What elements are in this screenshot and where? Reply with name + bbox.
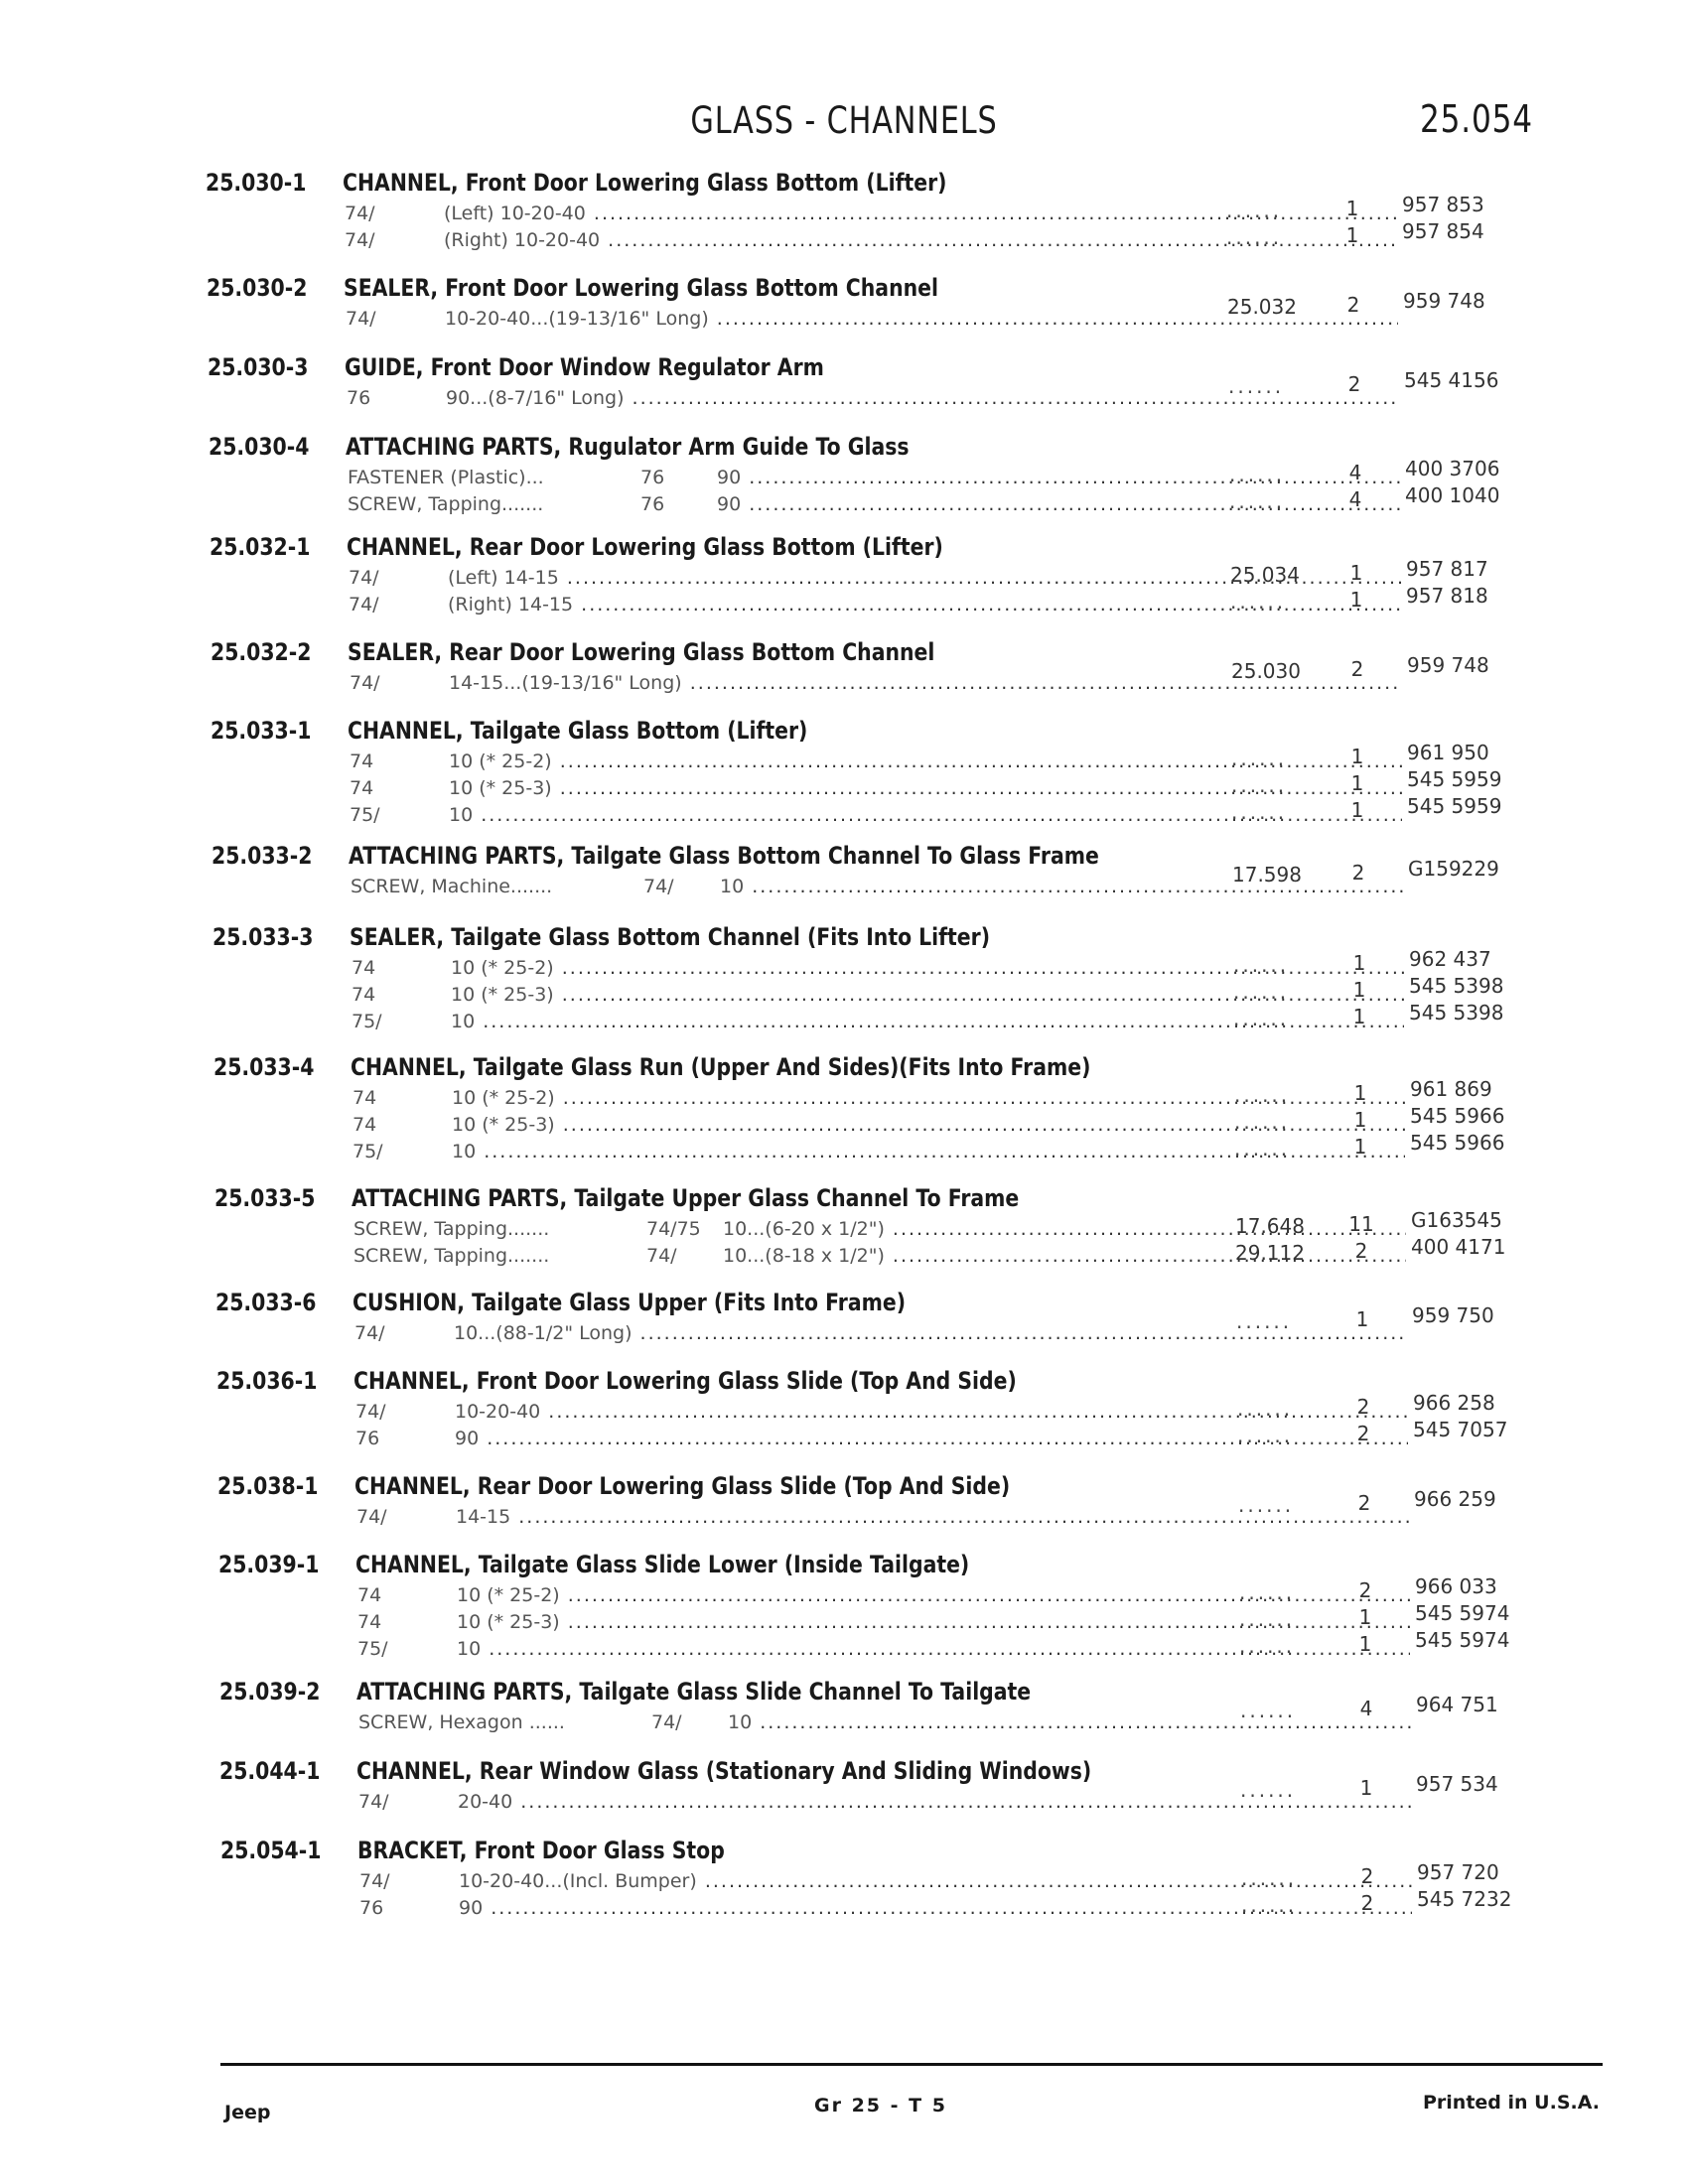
- application-detail: 10 (* 25-2) .....: [449, 751, 1402, 772]
- model-year: 76: [359, 1897, 384, 1919]
- part-description: Front Door Lowering Glass Slide (Top And Side): [476, 1367, 1017, 1395]
- model-year: 76: [640, 467, 665, 488]
- application-detail: 90 .....: [459, 1897, 1412, 1919]
- part-number: 545 4156: [1404, 368, 1499, 392]
- reference-figure: ......: [1234, 1137, 1291, 1160]
- reference-figure: ......: [1230, 590, 1287, 614]
- model-year: 74: [350, 777, 374, 799]
- application-detail: 90 .....: [455, 1428, 1408, 1449]
- part-number: 545 5974: [1415, 1628, 1510, 1652]
- part-keyword: CHANNEL,: [353, 1367, 470, 1395]
- part-number: 545 5974: [1415, 1601, 1510, 1625]
- application-detail: 10 (* 25-3) .....: [452, 1114, 1405, 1136]
- part-heading: [353, 1367, 1017, 1395]
- part-heading: [352, 1184, 1019, 1212]
- application-detail: (Left) 14-15 .....: [448, 567, 1401, 589]
- reference-figure: 29.112: [1235, 1241, 1305, 1265]
- page-title: GLASS - CHANNELS: [690, 99, 998, 142]
- application-detail: (Right) 14-15 .....: [448, 594, 1401, 615]
- reference-figure: ......: [1233, 953, 1290, 977]
- model-year: 74: [352, 984, 376, 1006]
- reference-figure: ......: [1240, 1699, 1297, 1722]
- part-keyword: ATTACHING PARTS,: [352, 1184, 568, 1212]
- quantity: 2: [1351, 861, 1365, 885]
- part-keyword: ATTACHING PARTS,: [349, 842, 565, 870]
- part-number: 961 869: [1410, 1077, 1492, 1101]
- figure-code: 25.036-1: [216, 1367, 318, 1395]
- part-heading: [348, 717, 807, 745]
- part-heading: [352, 1289, 906, 1316]
- footer-printed: Printed in U.S.A.: [1423, 2092, 1600, 2114]
- figure-code: 25.030-1: [206, 169, 307, 197]
- reference-figure: ......: [1239, 1580, 1296, 1604]
- quantity: 1: [1352, 1005, 1366, 1028]
- part-number: 545 5398: [1409, 1001, 1504, 1024]
- part-description: Rear Door Lowering Glass Bottom Channel: [449, 638, 935, 666]
- part-keyword: CHANNEL,: [343, 169, 459, 197]
- part-description: Tailgate Glass Bottom Channel To Glass Frame: [571, 842, 1099, 870]
- part-description: Front Door Glass Stop: [474, 1837, 725, 1864]
- part-description: Rear Door Lowering Glass Bottom (Lifter): [469, 533, 943, 561]
- quantity: 4: [1348, 461, 1362, 484]
- part-heading: [343, 169, 946, 197]
- part-heading: [354, 1472, 1010, 1500]
- part-heading: [349, 842, 1099, 870]
- part-description: Tailgate Glass Slide Lower (Inside Tailgate): [478, 1551, 970, 1578]
- part-keyword: CHANNEL,: [356, 1757, 473, 1785]
- reference-figure: ......: [1234, 1083, 1291, 1107]
- part-heading: [355, 1551, 969, 1578]
- figure-code: 25.030-3: [208, 353, 309, 381]
- reference-figure: ......: [1231, 773, 1288, 797]
- application-detail: 90...(8-7/16" Long) .....: [446, 387, 1399, 409]
- reference-figure: 25.034: [1230, 563, 1300, 587]
- part-description: Rear Door Lowering Glass Slide (Top And Side): [477, 1472, 1011, 1500]
- reference-figure: 25.030: [1231, 659, 1301, 683]
- part-description: Rugulator Arm Guide To Glass: [568, 433, 910, 461]
- reference-figure: ......: [1228, 374, 1285, 398]
- part-number: 964 751: [1416, 1693, 1498, 1716]
- quantity: 1: [1352, 951, 1366, 975]
- figure-code: 25.038-1: [217, 1472, 319, 1500]
- quantity: 1: [1358, 1605, 1372, 1629]
- part-description: Tailgate Glass Bottom (Lifter): [470, 717, 808, 745]
- part-number: 957 720: [1417, 1860, 1499, 1884]
- figure-code: 25.044-1: [219, 1757, 321, 1785]
- part-keyword: ATTACHING PARTS,: [346, 433, 562, 461]
- figure-code: 25.033-3: [212, 923, 314, 951]
- part-number: 959 748: [1407, 653, 1489, 677]
- part-heading: [351, 1053, 1090, 1081]
- footer-brand: Jeep: [224, 2102, 271, 2123]
- reference-figure: ......: [1236, 1309, 1293, 1333]
- hardware-label: SCREW, Tapping.......: [348, 493, 544, 515]
- part-description: Rear Window Glass (Stationary And Sliding Windows): [479, 1757, 1092, 1785]
- page-number: 25.054: [1420, 97, 1533, 141]
- reference-figure: ......: [1237, 1424, 1294, 1447]
- figure-code: 25.039-1: [218, 1551, 320, 1578]
- quantity: 11: [1348, 1212, 1374, 1236]
- part-keyword: CHANNEL,: [355, 1551, 472, 1578]
- quantity: 2: [1354, 1239, 1368, 1263]
- model-year: 74/: [355, 1401, 386, 1423]
- application-detail: (Left) 10-20-40 .....: [444, 203, 1397, 224]
- reference-figure: ......: [1233, 1007, 1290, 1030]
- part-keyword: SEALER,: [348, 638, 443, 666]
- part-heading: [356, 1678, 1031, 1706]
- application-detail: 20-40 .....: [458, 1791, 1411, 1813]
- reference-figure: ......: [1240, 1778, 1297, 1802]
- application-detail: 10 .....: [720, 876, 1403, 897]
- quantity: 1: [1358, 1632, 1372, 1656]
- part-keyword: SEALER,: [344, 274, 439, 302]
- part-description: Tailgate Glass Slide Channel To Tailgate: [579, 1678, 1032, 1706]
- part-number: 400 1040: [1405, 483, 1500, 507]
- part-description: Tailgate Glass Run (Upper And Sides)(Fits Into Frame): [473, 1053, 1091, 1081]
- quantity: 1: [1355, 1307, 1369, 1331]
- model-year: 75/: [352, 1141, 383, 1162]
- part-number: 959 750: [1412, 1303, 1494, 1327]
- part-number: 400 4171: [1411, 1235, 1506, 1259]
- application-detail: 10 (* 25-2) .....: [457, 1584, 1410, 1606]
- application-detail: 90 .....: [717, 467, 1400, 488]
- part-keyword: CHANNEL,: [348, 717, 464, 745]
- part-description: Tailgate Glass Upper (Fits Into Frame): [472, 1289, 907, 1316]
- part-number: 957 817: [1406, 557, 1488, 581]
- application-detail: (Right) 10-20-40 .....: [444, 229, 1397, 251]
- part-number: G159229: [1408, 857, 1499, 881]
- model-year: 74: [350, 751, 374, 772]
- part-keyword: CHANNEL,: [351, 1053, 467, 1081]
- quantity: 1: [1345, 197, 1359, 220]
- application-detail: 14-15 .....: [456, 1506, 1409, 1528]
- quantity: 4: [1348, 487, 1362, 511]
- reference-figure: ......: [1237, 1397, 1294, 1421]
- model-year: 74/: [345, 203, 375, 224]
- model-year: 74/: [349, 567, 379, 589]
- model-year: 76: [640, 493, 665, 515]
- figure-code: 25.030-4: [209, 433, 310, 461]
- part-number: 966 258: [1413, 1391, 1495, 1415]
- part-number: 545 5966: [1410, 1131, 1505, 1155]
- model-year: 76: [355, 1428, 380, 1449]
- quantity: 1: [1352, 978, 1366, 1002]
- figure-code: 25.033-6: [215, 1289, 317, 1316]
- quantity: 1: [1350, 771, 1364, 795]
- quantity: 2: [1350, 657, 1364, 681]
- reference-figure: ......: [1234, 1110, 1291, 1134]
- reference-figure: ......: [1241, 1893, 1298, 1917]
- reference-figure: ......: [1231, 800, 1288, 824]
- part-number: 957 854: [1402, 219, 1484, 243]
- quantity: 2: [1346, 293, 1360, 317]
- model-year: 74/: [345, 229, 375, 251]
- hardware-label: SCREW, Tapping.......: [353, 1245, 550, 1267]
- application-detail: 10-20-40 .....: [455, 1401, 1408, 1423]
- part-number: 961 950: [1407, 741, 1489, 764]
- model-year: 74/: [356, 1506, 387, 1528]
- quantity: 2: [1356, 1395, 1370, 1419]
- hardware-label: SCREW, Machine.......: [351, 876, 553, 897]
- reference-figure: ......: [1239, 1607, 1296, 1631]
- model-year: 74/: [651, 1711, 682, 1733]
- application-detail: 14-15...(19-13/16" Long) .....: [449, 672, 1402, 694]
- application-detail: 10 .....: [728, 1711, 1411, 1733]
- quantity: 2: [1358, 1578, 1372, 1602]
- model-year: 75/: [350, 804, 380, 826]
- quantity: 1: [1359, 1776, 1373, 1800]
- part-heading: [346, 433, 910, 461]
- part-number: 966 033: [1415, 1574, 1497, 1598]
- part-number: 400 3706: [1405, 457, 1500, 480]
- quantity: 1: [1350, 798, 1364, 822]
- quantity: 2: [1347, 372, 1361, 396]
- quantity: 4: [1359, 1697, 1373, 1720]
- model-year: 74: [357, 1584, 382, 1606]
- application-detail: 10 (* 25-3) .....: [451, 984, 1404, 1006]
- application-detail: 10 .....: [449, 804, 1402, 826]
- part-number: 959 748: [1403, 289, 1485, 313]
- model-year: 74: [352, 1114, 377, 1136]
- model-year: 75/: [352, 1011, 382, 1032]
- part-number: 545 5959: [1407, 794, 1502, 818]
- quantity: 1: [1345, 223, 1359, 247]
- hardware-label: FASTENER (Plastic)...: [348, 467, 544, 488]
- application-detail: 10-20-40...(Incl. Bumper) .....: [459, 1870, 1412, 1892]
- part-description: Front Door Window Regulator Arm: [430, 353, 824, 381]
- part-description: Tailgate Upper Glass Channel To Frame: [574, 1184, 1020, 1212]
- application-detail: 10...(88-1/2" Long) .....: [454, 1322, 1407, 1344]
- application-detail: 90 .....: [717, 493, 1400, 515]
- part-heading: [344, 274, 938, 302]
- footer-group-code: Gr 25 - T 5: [814, 2095, 947, 2116]
- part-number: G163545: [1411, 1208, 1502, 1232]
- part-keyword: ATTACHING PARTS,: [356, 1678, 573, 1706]
- model-year: 74/: [359, 1870, 390, 1892]
- part-description: Tailgate Glass Bottom Channel (Fits Into Lifter): [451, 923, 991, 951]
- part-description: Front Door Lowering Glass Bottom (Lifter): [465, 169, 947, 197]
- quantity: 2: [1357, 1491, 1371, 1515]
- figure-code: 25.039-2: [219, 1678, 321, 1706]
- part-heading: [357, 1837, 725, 1864]
- part-number: 957 853: [1402, 193, 1484, 216]
- part-number: 545 7232: [1417, 1887, 1512, 1911]
- part-number: 545 5959: [1407, 767, 1502, 791]
- application-detail: 10 (* 25-2) .....: [451, 957, 1404, 979]
- part-heading: [347, 533, 943, 561]
- part-number: 962 437: [1409, 947, 1491, 971]
- model-year: 75/: [357, 1638, 388, 1660]
- reference-figure: 17.598: [1232, 863, 1302, 887]
- reference-figure: ......: [1231, 747, 1288, 770]
- hardware-label: SCREW, Hexagon ......: [358, 1711, 565, 1733]
- figure-code: 25.054-1: [220, 1837, 322, 1864]
- model-year: 74: [352, 957, 376, 979]
- reference-figure: ......: [1233, 980, 1290, 1004]
- part-number: 545 5966: [1410, 1104, 1505, 1128]
- part-keyword: SEALER,: [350, 923, 445, 951]
- quantity: 2: [1360, 1864, 1374, 1888]
- application-detail: 10 .....: [451, 1011, 1404, 1032]
- model-year: 74/: [354, 1322, 385, 1344]
- quantity: 1: [1353, 1135, 1367, 1159]
- application-detail: 10...(6-20 x 1/2") .....: [723, 1218, 1406, 1240]
- model-year: 74: [357, 1611, 382, 1633]
- part-keyword: CUSHION,: [352, 1289, 466, 1316]
- figure-code: 25.033-2: [211, 842, 313, 870]
- model-year: 74: [352, 1087, 377, 1109]
- reference-figure: ......: [1229, 489, 1286, 513]
- model-year: 74/: [349, 594, 379, 615]
- part-heading: [350, 923, 990, 951]
- quantity: 1: [1353, 1081, 1367, 1105]
- model-year: 76: [347, 387, 371, 409]
- part-keyword: CHANNEL,: [347, 533, 463, 561]
- part-description: Front Door Lowering Glass Bottom Channel: [445, 274, 938, 302]
- part-keyword: CHANNEL,: [354, 1472, 471, 1500]
- reference-figure: ......: [1238, 1493, 1295, 1517]
- figure-code: 25.030-2: [207, 274, 308, 302]
- reference-figure: 17.648: [1235, 1214, 1305, 1238]
- model-year: 74/: [358, 1791, 389, 1813]
- reference-figure: ......: [1241, 1866, 1298, 1890]
- reference-figure: ......: [1226, 199, 1283, 222]
- quantity: 1: [1349, 588, 1363, 612]
- part-heading: [356, 1757, 1091, 1785]
- part-heading: [348, 638, 934, 666]
- footer-divider: [220, 2063, 1603, 2066]
- hardware-label: SCREW, Tapping.......: [353, 1218, 550, 1240]
- part-number: 957 534: [1416, 1772, 1498, 1796]
- reference-figure: ......: [1239, 1634, 1296, 1658]
- quantity: 2: [1356, 1422, 1370, 1445]
- model-year: 74/75: [646, 1218, 701, 1240]
- figure-code: 25.033-1: [211, 717, 312, 745]
- application-detail: 10-20-40...(19-13/16" Long) .....: [445, 308, 1398, 330]
- quantity: 1: [1353, 1108, 1367, 1132]
- figure-code: 25.032-2: [211, 638, 312, 666]
- reference-figure: 25.032: [1227, 295, 1297, 319]
- quantity: 1: [1349, 561, 1363, 585]
- model-year: 74/: [346, 308, 376, 330]
- quantity: 2: [1360, 1891, 1374, 1915]
- reference-figure: ......: [1229, 463, 1286, 486]
- part-heading: [345, 353, 824, 381]
- application-detail: 10 .....: [457, 1638, 1410, 1660]
- part-number: 545 7057: [1413, 1418, 1508, 1441]
- application-detail: 10...(8-18 x 1/2") .....: [723, 1245, 1406, 1267]
- figure-code: 25.032-1: [210, 533, 311, 561]
- part-number: 545 5398: [1409, 974, 1504, 998]
- part-keyword: GUIDE,: [345, 353, 424, 381]
- quantity: 1: [1350, 745, 1364, 768]
- part-keyword: BRACKET,: [357, 1837, 468, 1864]
- model-year: 74/: [643, 876, 674, 897]
- model-year: 74/: [646, 1245, 677, 1267]
- figure-code: 25.033-4: [213, 1053, 315, 1081]
- figure-code: 25.033-5: [214, 1184, 316, 1212]
- part-number: 966 259: [1414, 1487, 1496, 1511]
- application-detail: 10 .....: [452, 1141, 1405, 1162]
- model-year: 74/: [350, 672, 380, 694]
- application-detail: 10 (* 25-3) .....: [457, 1611, 1410, 1633]
- application-detail: 10 (* 25-2) .....: [452, 1087, 1405, 1109]
- application-detail: 10 (* 25-3) .....: [449, 777, 1402, 799]
- reference-figure: ......: [1226, 225, 1283, 249]
- part-number: 957 818: [1406, 584, 1488, 608]
